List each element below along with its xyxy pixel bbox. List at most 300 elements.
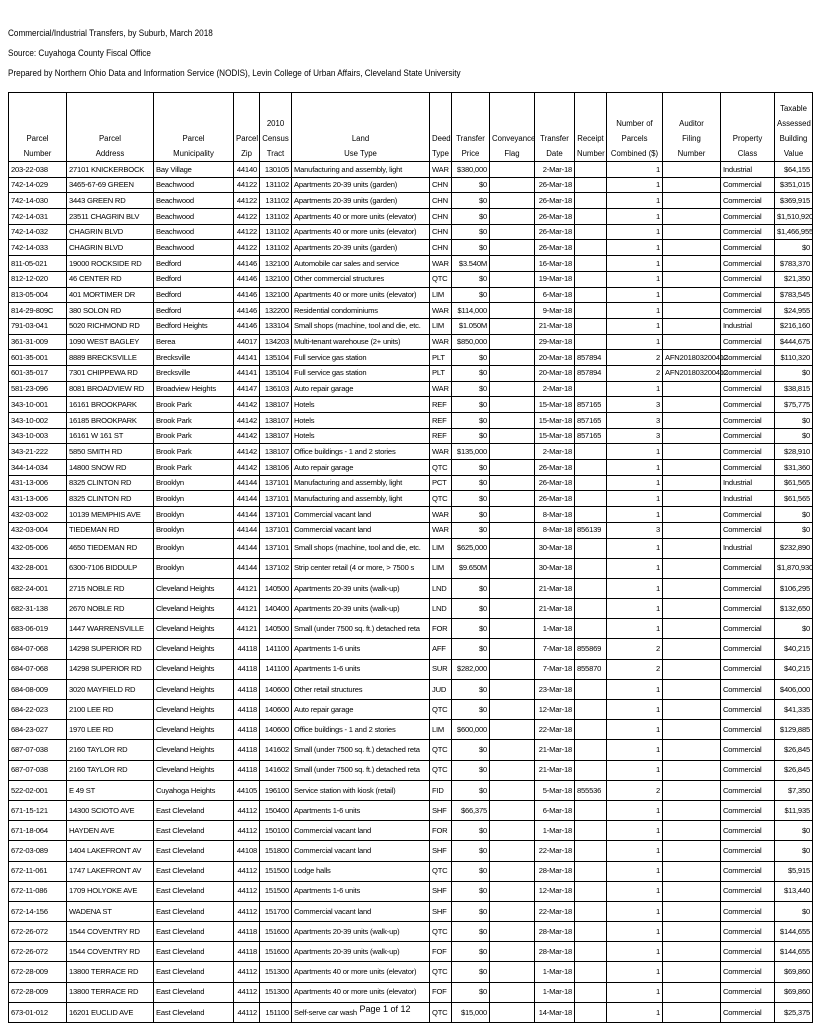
cell-property-class: Commercial [721, 271, 775, 287]
cell-conveyance-flag [490, 522, 535, 538]
cell-parcel-municipality: Brecksville [154, 365, 234, 381]
cell-deed-type: PLT [430, 365, 452, 381]
cell-conveyance-flag [490, 679, 535, 699]
cell-parcel-municipality: East Cleveland [154, 881, 234, 901]
cell-parcels-combined: 1 [607, 1002, 663, 1022]
cell-parcel-zip: 44112 [234, 901, 260, 921]
cell-transfer-price: $0 [452, 475, 490, 491]
cell-land-use-type: Residential condominiums [292, 303, 430, 319]
cell-transfer-date: 5-Mar-18 [535, 780, 575, 800]
cell-conveyance-flag [490, 240, 535, 256]
cell-land-use-type: Apartments 1-6 units [292, 800, 430, 820]
cell-transfer-date: 26-Mar-18 [535, 209, 575, 225]
cell-transfer-date: 30-Mar-18 [535, 558, 575, 578]
cell-taxable-value: $38,815 [775, 381, 813, 397]
cell-conveyance-flag [490, 861, 535, 881]
cell-census-tract: 151700 [260, 901, 292, 921]
cell-parcel-zip: 44144 [234, 507, 260, 523]
table-row [9, 318, 813, 334]
cell-census-tract: 140600 [260, 700, 292, 720]
cell-taxable-value: $13,440 [775, 881, 813, 901]
cell-taxable-value: $61,565 [775, 491, 813, 507]
cell-parcel-zip: 44122 [234, 193, 260, 209]
cell-conveyance-flag [490, 881, 535, 901]
cell-census-tract: 141100 [260, 639, 292, 659]
cell-taxable-value: $5,915 [775, 861, 813, 881]
cell-deed-type: REF [430, 428, 452, 444]
cell-receipt-number [575, 740, 607, 760]
cell-taxable-value: $106,295 [775, 578, 813, 598]
cell-census-tract: 132100 [260, 271, 292, 287]
cell-receipt-number: 857165 [575, 397, 607, 413]
cell-conveyance-flag [490, 901, 535, 921]
cell-census-tract: 131102 [260, 193, 292, 209]
cell-parcels-combined: 1 [607, 303, 663, 319]
cell-auditor-filing-number [663, 679, 721, 699]
cell-parcel-address: 2715 NOBLE RD [67, 578, 154, 598]
cell-parcel-number: 601-35-001 [9, 350, 67, 366]
cell-receipt-number [575, 460, 607, 476]
cell-transfer-date: 21-Mar-18 [535, 318, 575, 334]
cell-parcel-municipality: Brecksville [154, 350, 234, 366]
cell-census-tract: 132100 [260, 256, 292, 272]
table-row [9, 365, 813, 381]
cell-receipt-number [575, 507, 607, 523]
col-header-census-tract: 2010 Census Tract [260, 93, 292, 162]
cell-parcel-address: WADENA ST [67, 901, 154, 921]
cell-property-class: Commercial [721, 861, 775, 881]
cell-parcel-number: 687-07-038 [9, 760, 67, 780]
cell-conveyance-flag [490, 271, 535, 287]
cell-land-use-type: Auto repair garage [292, 460, 430, 476]
cell-taxable-value: $21,350 [775, 271, 813, 287]
cell-conveyance-flag [490, 962, 535, 982]
cell-auditor-filing-number [663, 659, 721, 679]
cell-transfer-price: $15,000 [452, 1002, 490, 1022]
cell-parcel-number: 343-21-222 [9, 444, 67, 460]
cell-census-tract: 136103 [260, 381, 292, 397]
cell-deed-type: LIM [430, 720, 452, 740]
cell-transfer-price: $0 [452, 193, 490, 209]
cell-census-tract: 140600 [260, 720, 292, 740]
table-row [9, 491, 813, 507]
cell-receipt-number [575, 491, 607, 507]
cell-transfer-date: 26-Mar-18 [535, 475, 575, 491]
cell-property-class: Commercial [721, 578, 775, 598]
cell-parcel-zip: 44112 [234, 982, 260, 1002]
cell-parcel-address: 2100 LEE RD [67, 700, 154, 720]
cell-land-use-type: Small shops (machine, tool and die, etc. [292, 538, 430, 558]
cell-parcels-combined: 1 [607, 209, 663, 225]
cell-parcel-zip: 44118 [234, 700, 260, 720]
cell-transfer-date: 1-Mar-18 [535, 982, 575, 1002]
cell-parcel-zip: 44142 [234, 413, 260, 429]
cell-transfer-price: $0 [452, 962, 490, 982]
cell-parcel-number: 432-03-002 [9, 507, 67, 523]
cell-transfer-price: $0 [452, 397, 490, 413]
table-row [9, 256, 813, 272]
cell-transfer-date: 21-Mar-18 [535, 740, 575, 760]
cell-parcel-address: 5020 RICHMOND RD [67, 318, 154, 334]
cell-parcel-municipality: East Cleveland [154, 922, 234, 942]
cell-property-class: Industrial [721, 491, 775, 507]
cell-transfer-price: $0 [452, 271, 490, 287]
cell-parcel-address: 8325 CLINTON RD [67, 491, 154, 507]
cell-taxable-value: $0 [775, 821, 813, 841]
cell-transfer-date: 12-Mar-18 [535, 700, 575, 720]
cell-property-class: Commercial [721, 962, 775, 982]
cell-parcel-municipality: Brooklyn [154, 507, 234, 523]
cell-parcels-combined: 1 [607, 922, 663, 942]
cell-transfer-price: $0 [452, 491, 490, 507]
cell-land-use-type: Manufacturing and assembly, light [292, 162, 430, 178]
cell-receipt-number [575, 700, 607, 720]
cell-parcel-number: 811-05-021 [9, 256, 67, 272]
cell-transfer-price: $0 [452, 428, 490, 444]
cell-receipt-number: 857165 [575, 413, 607, 429]
col-header-property-class: Property Class [721, 93, 775, 162]
cell-transfer-price: $0 [452, 578, 490, 598]
cell-conveyance-flag [490, 821, 535, 841]
cell-receipt-number [575, 177, 607, 193]
col-header-taxable-value: Taxable Assessed Building Value [775, 93, 813, 162]
cell-parcel-number: 344-14-034 [9, 460, 67, 476]
cell-auditor-filing-number [663, 193, 721, 209]
cell-parcel-municipality: Brook Park [154, 428, 234, 444]
cell-deed-type: SHF [430, 841, 452, 861]
table-row [9, 700, 813, 720]
cell-auditor-filing-number [663, 381, 721, 397]
cell-parcel-address: 2670 NOBLE RD [67, 599, 154, 619]
cell-parcel-municipality: Cleveland Heights [154, 619, 234, 639]
cell-taxable-value: $129,885 [775, 720, 813, 740]
cell-transfer-date: 28-Mar-18 [535, 942, 575, 962]
cell-transfer-price: $114,000 [452, 303, 490, 319]
cell-census-tract: 131102 [260, 224, 292, 240]
cell-transfer-price: $135,000 [452, 444, 490, 460]
cell-property-class: Commercial [721, 428, 775, 444]
cell-transfer-date: 26-Mar-18 [535, 224, 575, 240]
cell-parcel-municipality: Brook Park [154, 460, 234, 476]
cell-conveyance-flag [490, 578, 535, 598]
cell-parcel-number: 742-14-030 [9, 193, 67, 209]
cell-parcels-combined: 1 [607, 800, 663, 820]
cell-receipt-number: 856139 [575, 522, 607, 538]
cell-transfer-date: 2-Mar-18 [535, 381, 575, 397]
cell-property-class: Commercial [721, 720, 775, 740]
table-row [9, 177, 813, 193]
table-row [9, 982, 813, 1002]
cell-land-use-type: Service station with kiosk (retail) [292, 780, 430, 800]
cell-transfer-date: 30-Mar-18 [535, 538, 575, 558]
cell-transfer-price: $0 [452, 740, 490, 760]
cell-auditor-filing-number [663, 177, 721, 193]
cell-parcels-combined: 1 [607, 861, 663, 881]
cell-census-tract: 151300 [260, 962, 292, 982]
cell-deed-type: CHN [430, 193, 452, 209]
cell-transfer-date: 7-Mar-18 [535, 639, 575, 659]
cell-taxable-value: $0 [775, 901, 813, 921]
cell-taxable-value: $0 [775, 413, 813, 429]
cell-parcel-address: 401 MORTIMER DR [67, 287, 154, 303]
cell-census-tract: 150400 [260, 800, 292, 820]
cell-parcel-municipality: Beachwood [154, 224, 234, 240]
cell-property-class: Commercial [721, 639, 775, 659]
cell-parcel-address: 16161 BROOKPARK [67, 397, 154, 413]
cell-transfer-price: $625,000 [452, 538, 490, 558]
cell-property-class: Commercial [721, 397, 775, 413]
cell-census-tract: 151600 [260, 922, 292, 942]
cell-transfer-date: 14-Mar-18 [535, 1002, 575, 1022]
cell-transfer-price: $0 [452, 942, 490, 962]
cell-receipt-number [575, 271, 607, 287]
cell-conveyance-flag [490, 599, 535, 619]
cell-transfer-price: $0 [452, 209, 490, 225]
cell-transfer-date: 28-Mar-18 [535, 922, 575, 942]
cell-parcel-municipality: East Cleveland [154, 861, 234, 881]
cell-auditor-filing-number [663, 942, 721, 962]
cell-parcel-number: 343-10-001 [9, 397, 67, 413]
cell-deed-type: FID [430, 780, 452, 800]
cell-transfer-price: $380,000 [452, 162, 490, 178]
cell-parcels-combined: 1 [607, 760, 663, 780]
cell-taxable-value: $351,015 [775, 177, 813, 193]
cell-transfer-date: 20-Mar-18 [535, 350, 575, 366]
cell-property-class: Commercial [721, 982, 775, 1002]
cell-taxable-value: $0 [775, 365, 813, 381]
cell-parcels-combined: 2 [607, 780, 663, 800]
cell-land-use-type: Hotels [292, 397, 430, 413]
cell-taxable-value: $0 [775, 240, 813, 256]
cell-deed-type: REF [430, 413, 452, 429]
cell-parcel-number: 684-23-027 [9, 720, 67, 740]
cell-parcel-zip: 44112 [234, 881, 260, 901]
cell-transfer-date: 7-Mar-18 [535, 659, 575, 679]
cell-census-tract: 141100 [260, 659, 292, 679]
cell-property-class: Commercial [721, 558, 775, 578]
cell-transfer-date: 21-Mar-18 [535, 578, 575, 598]
cell-parcel-address: 6300-7106 BIDDULP [67, 558, 154, 578]
cell-transfer-price: $0 [452, 507, 490, 523]
cell-parcel-zip: 44108 [234, 841, 260, 861]
cell-parcel-municipality: East Cleveland [154, 821, 234, 841]
cell-parcel-zip: 44121 [234, 619, 260, 639]
cell-taxable-value: $144,655 [775, 942, 813, 962]
cell-parcel-address: 1970 LEE RD [67, 720, 154, 740]
cell-property-class: Commercial [721, 780, 775, 800]
cell-land-use-type: Office buildings - 1 and 2 stories [292, 720, 430, 740]
table-row [9, 475, 813, 491]
cell-receipt-number [575, 861, 607, 881]
cell-deed-type: AFF [430, 639, 452, 659]
cell-land-use-type: Small (under 7500 sq. ft.) detached reta [292, 740, 430, 760]
cell-deed-type: QTC [430, 491, 452, 507]
cell-property-class: Commercial [721, 413, 775, 429]
cell-parcel-municipality: Cleveland Heights [154, 700, 234, 720]
cell-conveyance-flag [490, 639, 535, 659]
cell-auditor-filing-number [663, 962, 721, 982]
cell-taxable-value: $25,375 [775, 1002, 813, 1022]
cell-parcel-address: TIEDEMAN RD [67, 522, 154, 538]
col-header-land-use-type: Land Use Type [292, 93, 430, 162]
cell-parcel-municipality: Bay Village [154, 162, 234, 178]
cell-parcel-municipality: Bedford [154, 256, 234, 272]
cell-census-tract: 133104 [260, 318, 292, 334]
cell-parcels-combined: 1 [607, 177, 663, 193]
cell-parcel-zip: 44118 [234, 720, 260, 740]
cell-parcel-zip: 44144 [234, 522, 260, 538]
table-row [9, 881, 813, 901]
table-row [9, 460, 813, 476]
cell-parcels-combined: 1 [607, 558, 663, 578]
cell-parcels-combined: 1 [607, 444, 663, 460]
report-title: Commercial/Industrial Transfers, by Suburb, March 2018 [8, 28, 213, 39]
col-header-parcel-address: Parcel Address [67, 93, 154, 162]
cell-auditor-filing-number [663, 256, 721, 272]
table-row [9, 413, 813, 429]
cell-parcel-number: 672-11-086 [9, 881, 67, 901]
cell-parcel-number: 673-01-012 [9, 1002, 67, 1022]
cell-parcel-zip: 44121 [234, 578, 260, 598]
cell-parcel-zip: 44141 [234, 365, 260, 381]
cell-parcel-number: 682-24-001 [9, 578, 67, 598]
table-row [9, 209, 813, 225]
cell-transfer-date: 15-Mar-18 [535, 413, 575, 429]
col-header-transfer-date: Transfer Date [535, 93, 575, 162]
cell-parcel-number: 671-18-064 [9, 821, 67, 841]
page-number: Page 1 of 12 [359, 1004, 411, 1014]
cell-deed-type: FOF [430, 942, 452, 962]
cell-conveyance-flag [490, 193, 535, 209]
cell-transfer-date: 19-Mar-18 [535, 271, 575, 287]
cell-auditor-filing-number [663, 162, 721, 178]
cell-receipt-number [575, 901, 607, 921]
cell-deed-type: QTC [430, 962, 452, 982]
cell-auditor-filing-number [663, 821, 721, 841]
cell-taxable-value: $0 [775, 841, 813, 861]
cell-census-tract: 131102 [260, 240, 292, 256]
cell-conveyance-flag [490, 350, 535, 366]
cell-parcel-zip: 44118 [234, 740, 260, 760]
cell-census-tract: 140400 [260, 599, 292, 619]
cell-taxable-value: $7,350 [775, 780, 813, 800]
cell-transfer-price: $282,000 [452, 659, 490, 679]
cell-auditor-filing-number [663, 599, 721, 619]
cell-receipt-number [575, 287, 607, 303]
cell-parcel-number: 687-07-038 [9, 740, 67, 760]
cell-parcel-number: 742-14-032 [9, 224, 67, 240]
cell-parcel-zip: 44118 [234, 942, 260, 962]
cell-taxable-value: $26,845 [775, 740, 813, 760]
cell-property-class: Commercial [721, 350, 775, 366]
cell-conveyance-flag [490, 444, 535, 460]
cell-receipt-number [575, 193, 607, 209]
table-row [9, 901, 813, 921]
cell-transfer-date: 1-Mar-18 [535, 619, 575, 639]
cell-parcels-combined: 1 [607, 538, 663, 558]
cell-conveyance-flag [490, 760, 535, 780]
cell-land-use-type: Apartments 40 or more units (elevator) [292, 209, 430, 225]
cell-parcel-municipality: Brooklyn [154, 558, 234, 578]
cell-land-use-type: Strip center retail (4 or more, > 7500 s [292, 558, 430, 578]
cell-conveyance-flag [490, 982, 535, 1002]
table-row [9, 193, 813, 209]
cell-land-use-type: Apartments 20-39 units (garden) [292, 240, 430, 256]
cell-land-use-type: Apartments 40 or more units (elevator) [292, 224, 430, 240]
cell-parcel-number: 671-15-121 [9, 800, 67, 820]
col-header-auditor-filing-number: Auditor Filing Number [663, 93, 721, 162]
cell-property-class: Commercial [721, 381, 775, 397]
col-header-parcel-zip: Parcel Zip [234, 93, 260, 162]
cell-census-tract: 141602 [260, 740, 292, 760]
cell-parcel-municipality: East Cleveland [154, 982, 234, 1002]
cell-receipt-number [575, 240, 607, 256]
table-row [9, 162, 813, 178]
cell-parcel-number: 684-07-068 [9, 639, 67, 659]
cell-parcels-combined: 3 [607, 397, 663, 413]
cell-parcel-address: 1709 HOLYOKE AVE [67, 881, 154, 901]
cell-parcel-number: 742-14-033 [9, 240, 67, 256]
cell-parcel-number: 343-10-003 [9, 428, 67, 444]
cell-parcels-combined: 1 [607, 901, 663, 921]
cell-property-class: Commercial [721, 444, 775, 460]
cell-deed-type: SHF [430, 800, 452, 820]
cell-parcel-municipality: Beachwood [154, 193, 234, 209]
cell-conveyance-flag [490, 256, 535, 272]
cell-parcels-combined: 1 [607, 256, 663, 272]
report-prepared-by: Prepared by Northern Ohio Data and Information Service (NODIS), Levin College of Urban Affairs, Cleveland State University [8, 68, 461, 79]
cell-conveyance-flag [490, 428, 535, 444]
table-row [9, 679, 813, 699]
cell-parcels-combined: 1 [607, 334, 663, 350]
cell-parcel-number: 672-03-089 [9, 841, 67, 861]
cell-parcel-number: 432-03-004 [9, 522, 67, 538]
cell-transfer-price: $0 [452, 901, 490, 921]
cell-parcel-zip: 44142 [234, 397, 260, 413]
cell-census-tract: 151500 [260, 861, 292, 881]
cell-transfer-price: $0 [452, 177, 490, 193]
cell-receipt-number: 857894 [575, 350, 607, 366]
cell-parcel-municipality: Broadview Heights [154, 381, 234, 397]
cell-parcel-address: 23511 CHAGRIN BLV [67, 209, 154, 225]
cell-parcels-combined: 1 [607, 578, 663, 598]
table-row [9, 922, 813, 942]
cell-land-use-type: Commercial vacant land [292, 841, 430, 861]
cell-conveyance-flag [490, 287, 535, 303]
cell-property-class: Commercial [721, 240, 775, 256]
cell-transfer-price: $0 [452, 365, 490, 381]
cell-parcel-address: 2160 TAYLOR RD [67, 740, 154, 760]
table-row [9, 444, 813, 460]
table-row [9, 428, 813, 444]
cell-parcel-address: 16185 BROOKPARK [67, 413, 154, 429]
cell-property-class: Commercial [721, 881, 775, 901]
table-row [9, 558, 813, 578]
cell-transfer-price: $850,000 [452, 334, 490, 350]
cell-parcel-address: 46 CENTER RD [67, 271, 154, 287]
cell-property-class: Commercial [721, 599, 775, 619]
cell-parcel-address: 1404 LAKEFRONT AV [67, 841, 154, 861]
cell-parcel-number: 431-13-006 [9, 475, 67, 491]
cell-deed-type: LIM [430, 538, 452, 558]
cell-parcel-number: 682-31-138 [9, 599, 67, 619]
cell-parcel-municipality: East Cleveland [154, 841, 234, 861]
table-row [9, 760, 813, 780]
col-header-parcel-municipality: Parcel Municipality [154, 93, 234, 162]
table-row [9, 224, 813, 240]
cell-deed-type: PLT [430, 350, 452, 366]
table-row [9, 800, 813, 820]
